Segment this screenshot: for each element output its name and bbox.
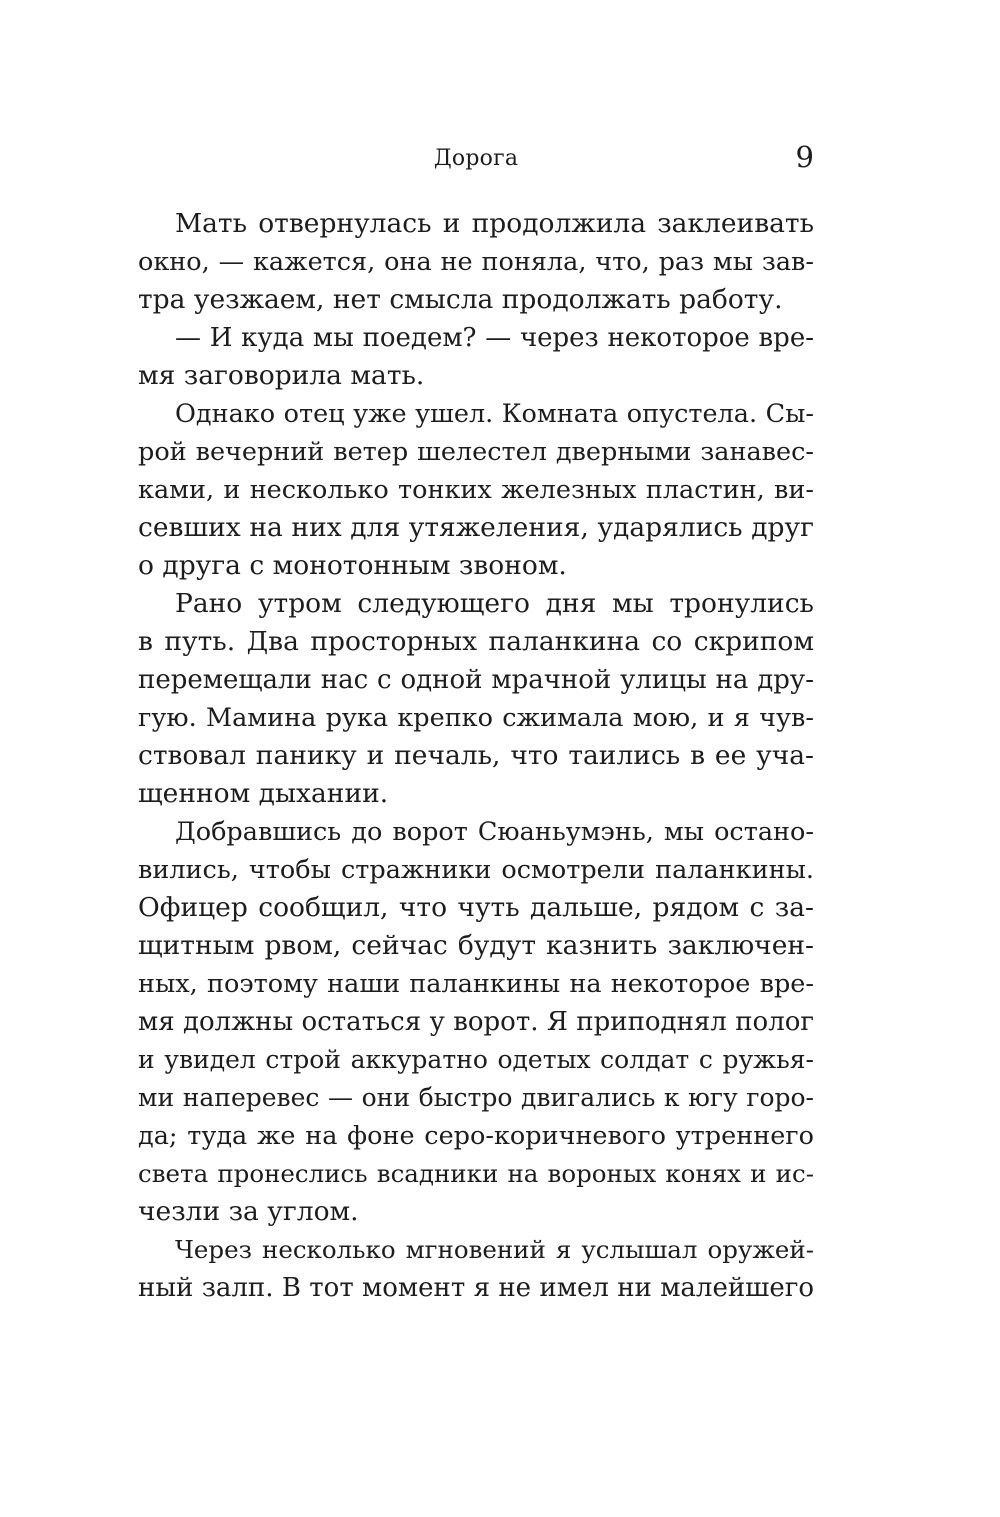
text-line: ми наперевес — они быстро двигались к югу горо- xyxy=(138,1083,814,1112)
text-line: севших на них для утяжеления, ударялись друг xyxy=(138,512,814,543)
text-line: ками, и несколько тонких железных пластин, ви- xyxy=(138,475,814,505)
page-number: 9 xyxy=(795,140,814,174)
text-line: Рано утром следующего дня мы тронулись xyxy=(175,588,814,619)
text-line: чезли за углом. xyxy=(138,1196,359,1227)
text-line: Через несколько мгновений я услышал оружей- xyxy=(175,1235,814,1264)
text-line: рой вечерний ветер шелестел дверными занавес- xyxy=(138,437,814,467)
text-line: о друга с монотонным звоном. xyxy=(138,550,567,581)
text-line: щитным рвом, сейчас будут казнить заключен- xyxy=(138,930,814,961)
text-line: тра уезжаем, нет смысла продолжать работу. xyxy=(138,284,783,315)
text-line: щенном дыхании. xyxy=(138,778,389,809)
text-line: вились, чтобы стражники осмотрели паланкины. xyxy=(138,855,814,885)
text-line: Однако отец уже ушел. Комната опустела. Сы- xyxy=(175,399,814,429)
text-line: ных, поэтому наши паланкины на некоторое вре- xyxy=(138,969,814,999)
text-line: да; туда же на фоне серо-коричневого утреннего xyxy=(138,1121,814,1151)
text-line: — И куда мы поедем? — через некоторое вре- xyxy=(175,323,814,353)
running-head xyxy=(138,140,814,180)
text-line: Добравшись до ворот Сюаньумэнь, мы остано- xyxy=(175,817,814,847)
text-line: окно, — кажется, она не поняла, что, раз мы зав- xyxy=(138,247,814,277)
chapter-title: Дорога xyxy=(433,146,519,171)
text-line: Мать отвернулась и продолжила заклеивать xyxy=(175,208,814,239)
text-line: мя заговорила мать. xyxy=(138,360,425,391)
text-line: Офицер сообщил, что чуть дальше, рядом с за- xyxy=(138,892,814,923)
text-line: света пронеслись всадники на вороных конях и ис- xyxy=(138,1159,814,1188)
text-line: мя должны остаться у ворот. Я приподнял полог xyxy=(138,1007,814,1037)
text-line: и увидел строй аккуратно одетых солдат с ружья- xyxy=(138,1045,814,1074)
body-text xyxy=(138,205,814,1307)
text-line: перемещали нас с одной мрачной улицы на дру- xyxy=(138,665,814,695)
text-line: ствовал панику и печаль, что таились в ее уча- xyxy=(138,740,814,771)
text-line: в путь. Два просторных паланкина со скрипом xyxy=(138,626,814,657)
text-line: гую. Мамина рука крепко сжимала мою, и я чув- xyxy=(138,703,814,733)
text-line: ный залп. В тот момент я не имел ни малейшего xyxy=(138,1273,814,1303)
